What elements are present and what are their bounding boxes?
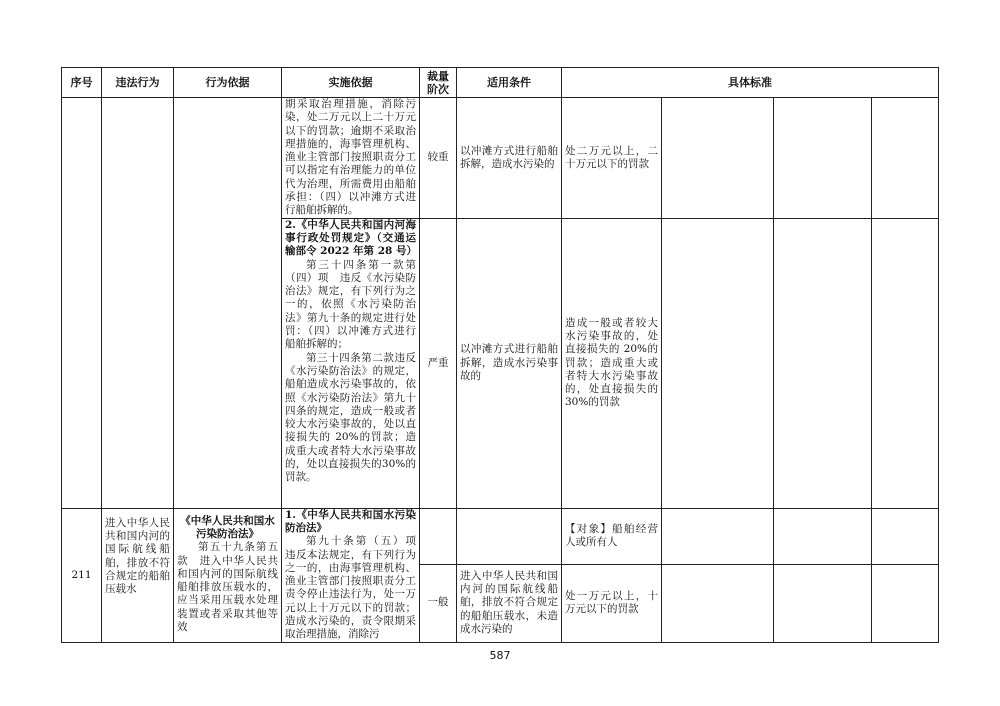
standard-cell: 处一万元以上，十万元以下的罚款 <box>562 564 662 642</box>
basis-cell <box>174 508 282 642</box>
impl-basis-cell <box>282 98 420 219</box>
header-impl-basis: 实施依据 <box>282 68 420 98</box>
condition-cell: 以冲滩方式进行船舶拆解，造成水污染事故的 <box>457 218 562 508</box>
page-number: 587 <box>489 649 511 662</box>
standard-empty-cell <box>774 508 872 564</box>
standard-empty-cell <box>872 218 939 508</box>
standard-empty-cell <box>662 564 774 642</box>
standard-empty-cell <box>774 564 872 642</box>
header-seq: 序号 <box>62 68 102 98</box>
impl-basis-text: 期采取治理措施，消除污染，处二万元以上二十万元以下的罚款；逾期不采取治理措施的，海事管理机构、渔业主管部门按照职责分工可以指定有治理能力的单位代为治理，所需费用由船舶承担：（四）以冲滩方式进行船舶拆解的。 <box>285 98 416 217</box>
impl-basis-heading: 1.《中华人民共和国水污染防治法》 <box>285 508 416 534</box>
impl-basis-paragraph: 第三十四条第二款违反《水污染防治法》的规定，船舶造成水污染事故的，依照《水污染防治法》第九十四条的规定，造成一般或者较大水污染事故的，处以直接损失的 20%的罚款；造成重大或者特大水污染事故的，处以直接损失的30%的罚款。 <box>285 351 416 484</box>
impl-basis-heading: 2.《中华人民共和国内河海事行政处罚规定》（交通运输部令 2022 年第 28 号） <box>285 218 417 258</box>
header-standard: 具体标准 <box>562 68 939 98</box>
level-cell: 严重 <box>420 218 457 508</box>
standard-cell: 造成一般或者较大水污染事故的，处直接损失的 20%的罚款；造成重大或者特大水污染事故的，处直接损失的 30%的罚款 <box>562 218 662 508</box>
standard-empty-cell <box>774 98 872 219</box>
standard-empty-cell <box>872 98 939 219</box>
seq-cell-continued <box>62 98 102 509</box>
standard-empty-cell <box>662 98 774 219</box>
standard-cell: 处二万元以上，二十万元以下的罚款 <box>562 98 662 219</box>
condition-cell: 以冲滩方式进行船舶拆解，造成水污染的 <box>457 98 562 219</box>
seq-cell: 211 <box>62 508 102 642</box>
standard-empty-cell <box>662 508 774 564</box>
basis-cell-continued <box>174 98 282 509</box>
header-violation: 违法行为 <box>102 68 174 98</box>
header-basis: 行为依据 <box>174 68 282 98</box>
table-row <box>62 508 939 564</box>
violation-cell: 进入中华人民共和国内河的国际航线船舶，排放不符合规定的船舶压载水 <box>102 508 174 642</box>
header-condition: 适用条件 <box>457 68 562 98</box>
standard-empty-cell <box>662 218 774 508</box>
header-row <box>62 68 939 98</box>
standard-empty-cell <box>872 508 939 564</box>
impl-basis-text: 第九十条第（五）项 违反本法规定，有下列行为之一的，由海事管理机构、渔业主管部门按照职责分工责令停止违法行为，处一万元以上十万元以下的罚款；造成水污染的，责令限期采取治理措施，消除污 <box>285 535 427 641</box>
table-row <box>62 98 939 219</box>
object-cell: 【对象】船舶经营人或所有人 <box>562 508 662 564</box>
header-level: 裁量阶次 <box>420 68 457 98</box>
impl-basis-cell <box>282 218 420 508</box>
level-cell: 较重 <box>420 98 457 219</box>
condition-cell: 进入中华人民共和国内河的国际航线船舶，排放不符合规定的船舶压载水，未造成水污染的 <box>457 564 562 642</box>
enforcement-standards-table <box>61 67 939 643</box>
standard-empty-cell <box>872 564 939 642</box>
standard-empty-cell <box>774 218 872 508</box>
basis-heading: 《中华人民共和国水污染防治法》 <box>180 514 275 540</box>
level-cell: 一般 <box>420 564 457 642</box>
impl-basis-paragraph: 第三十四条第一款第（四）项 违反《水污染防治法》规定，有下列行为之一的，依照《水污染防治法》第九十条的规定进行处罚：（四）以冲滩方式进行船舶拆解的； <box>285 258 416 351</box>
violation-cell-continued <box>102 98 174 509</box>
impl-basis-cell <box>282 508 427 642</box>
basis-text: 第五十九条第五款 进入中华人民共和国内河的国际航线船舶排放压载水的，应当采用压载水处理装置或者采取其他等效 <box>177 541 278 634</box>
condition-cell-empty <box>457 508 562 564</box>
